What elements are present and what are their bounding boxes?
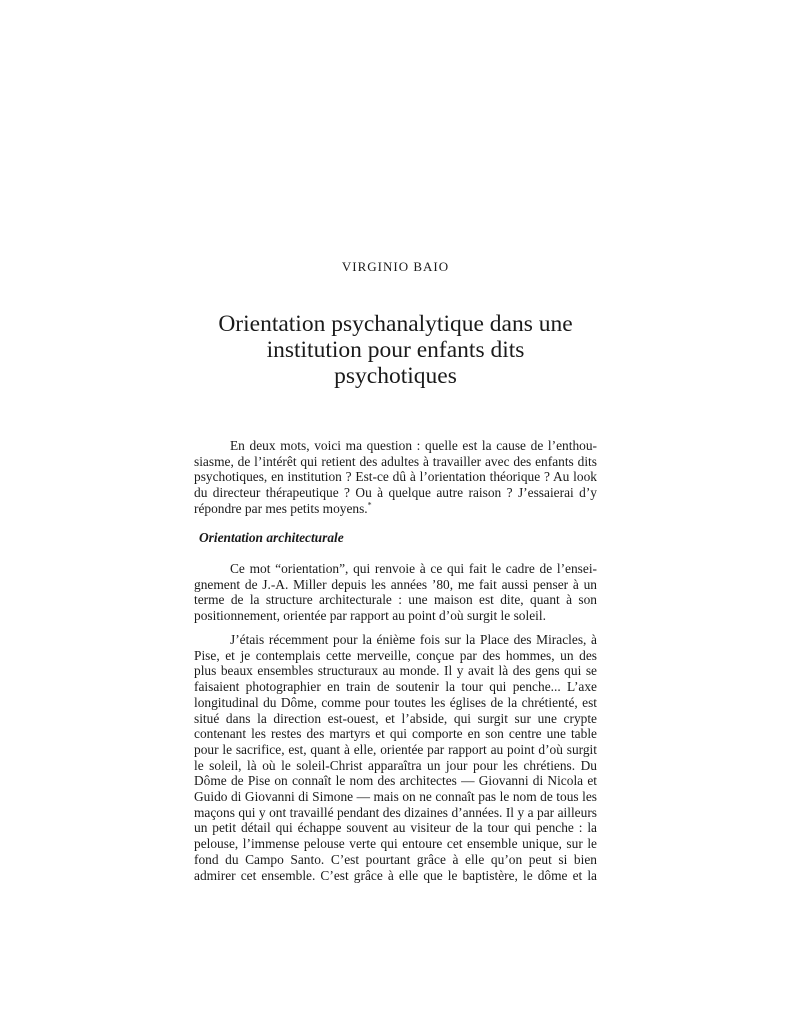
text-line: contenant les restes des martyrs et qui comporte en son centre une table xyxy=(194,726,597,742)
text-line: gnement de J.-A. Miller depuis les années ’80, me fait aussi penser à un xyxy=(194,576,597,592)
text-line: plus beaux ensembles structuraux au monde. Il y avait là des gens qui se xyxy=(194,663,597,679)
text-line: situé dans la direction est-ouest, et l’abside, qui surgit sur une crypte xyxy=(194,710,597,726)
text-line: Guido di Giovanni di Simone — mais on ne connaît pas le nom de tous les xyxy=(194,789,597,805)
title-line: Orientation psychanalytique dans une xyxy=(218,311,573,337)
text-line: répondre par mes petits moyens. xyxy=(194,500,368,516)
title-line: psychotiques xyxy=(334,363,457,389)
section-heading: Orientation architecturale xyxy=(199,530,344,545)
paragraph-orientation xyxy=(194,561,597,624)
text-line: J’étais récemment pour la énième fois sur la Place des Miracles, à xyxy=(230,632,597,647)
footnote-marker[interactable]: * xyxy=(367,500,372,510)
text-line: pour le sacrifice, est, quant à elle, orientée par rapport au point d’où surgit xyxy=(194,741,597,757)
text-line-with-footnote xyxy=(194,501,597,517)
text-line: du directeur thérapeutique ? Ou à quelque autre raison ? J’essaierai d’y xyxy=(194,485,597,501)
intro-paragraph xyxy=(194,438,597,517)
text-line: faisaient photographier en train de soutenir la tour qui penche... L’axe xyxy=(194,679,597,695)
text-line: un petit détail qui échappe souvent au visiteur de la tour qui penche : la xyxy=(194,820,597,836)
title-line: institution pour enfants dits xyxy=(266,337,525,363)
text-line: siasme, de l’intérêt qui retient des adultes à travailler avec des enfants dits xyxy=(194,453,597,469)
paragraph-pise xyxy=(194,632,597,883)
text-line: pelouse, l’immense pelouse verte qui entoure cet ensemble unique, sur le xyxy=(194,836,597,852)
text-line: terme de la structure architecturale : une maison est dite, quant à son xyxy=(194,592,597,608)
text-line: Pise, et je contemplais cette merveille, conçue par des hommes, un des xyxy=(194,647,597,663)
text-line: longitudinal du Dôme, comme pour toutes les églises de la chrétienté, est xyxy=(194,694,597,710)
text-line: le soleil, là où le soleil-Christ apparaîtra un jour pour les chrétiens. Du xyxy=(194,757,597,773)
text-line: psychotiques, en institution ? Est-ce dû à l’orientation théorique ? Au look xyxy=(194,469,597,485)
article-title xyxy=(150,311,641,389)
text-line: Ce mot “orientation”, qui renvoie à ce qui fait le cadre de l’ensei- xyxy=(230,561,597,576)
text-line: En deux mots, voici ma question : quelle est la cause de l’enthou- xyxy=(230,438,597,453)
text-line: maçons qui y ont travaillé pendant des dizaines d’années. Il y a par ailleurs xyxy=(194,804,597,820)
text-line: Dôme de Pise on connaît le nom des architectes — Giovanni di Nicola et xyxy=(194,773,597,789)
author-name: VIRGINIO BAIO xyxy=(341,259,450,274)
text-line: positionnement, orientée par rapport au point d’où surgit le soleil. xyxy=(194,608,546,624)
text-line: fond du Campo Santo. C’est pourtant grâce à elle qu’on peut si bien xyxy=(194,851,597,867)
text-line: admirer cet ensemble. C’est grâce à elle que le baptistère, le dôme et la xyxy=(194,867,597,883)
